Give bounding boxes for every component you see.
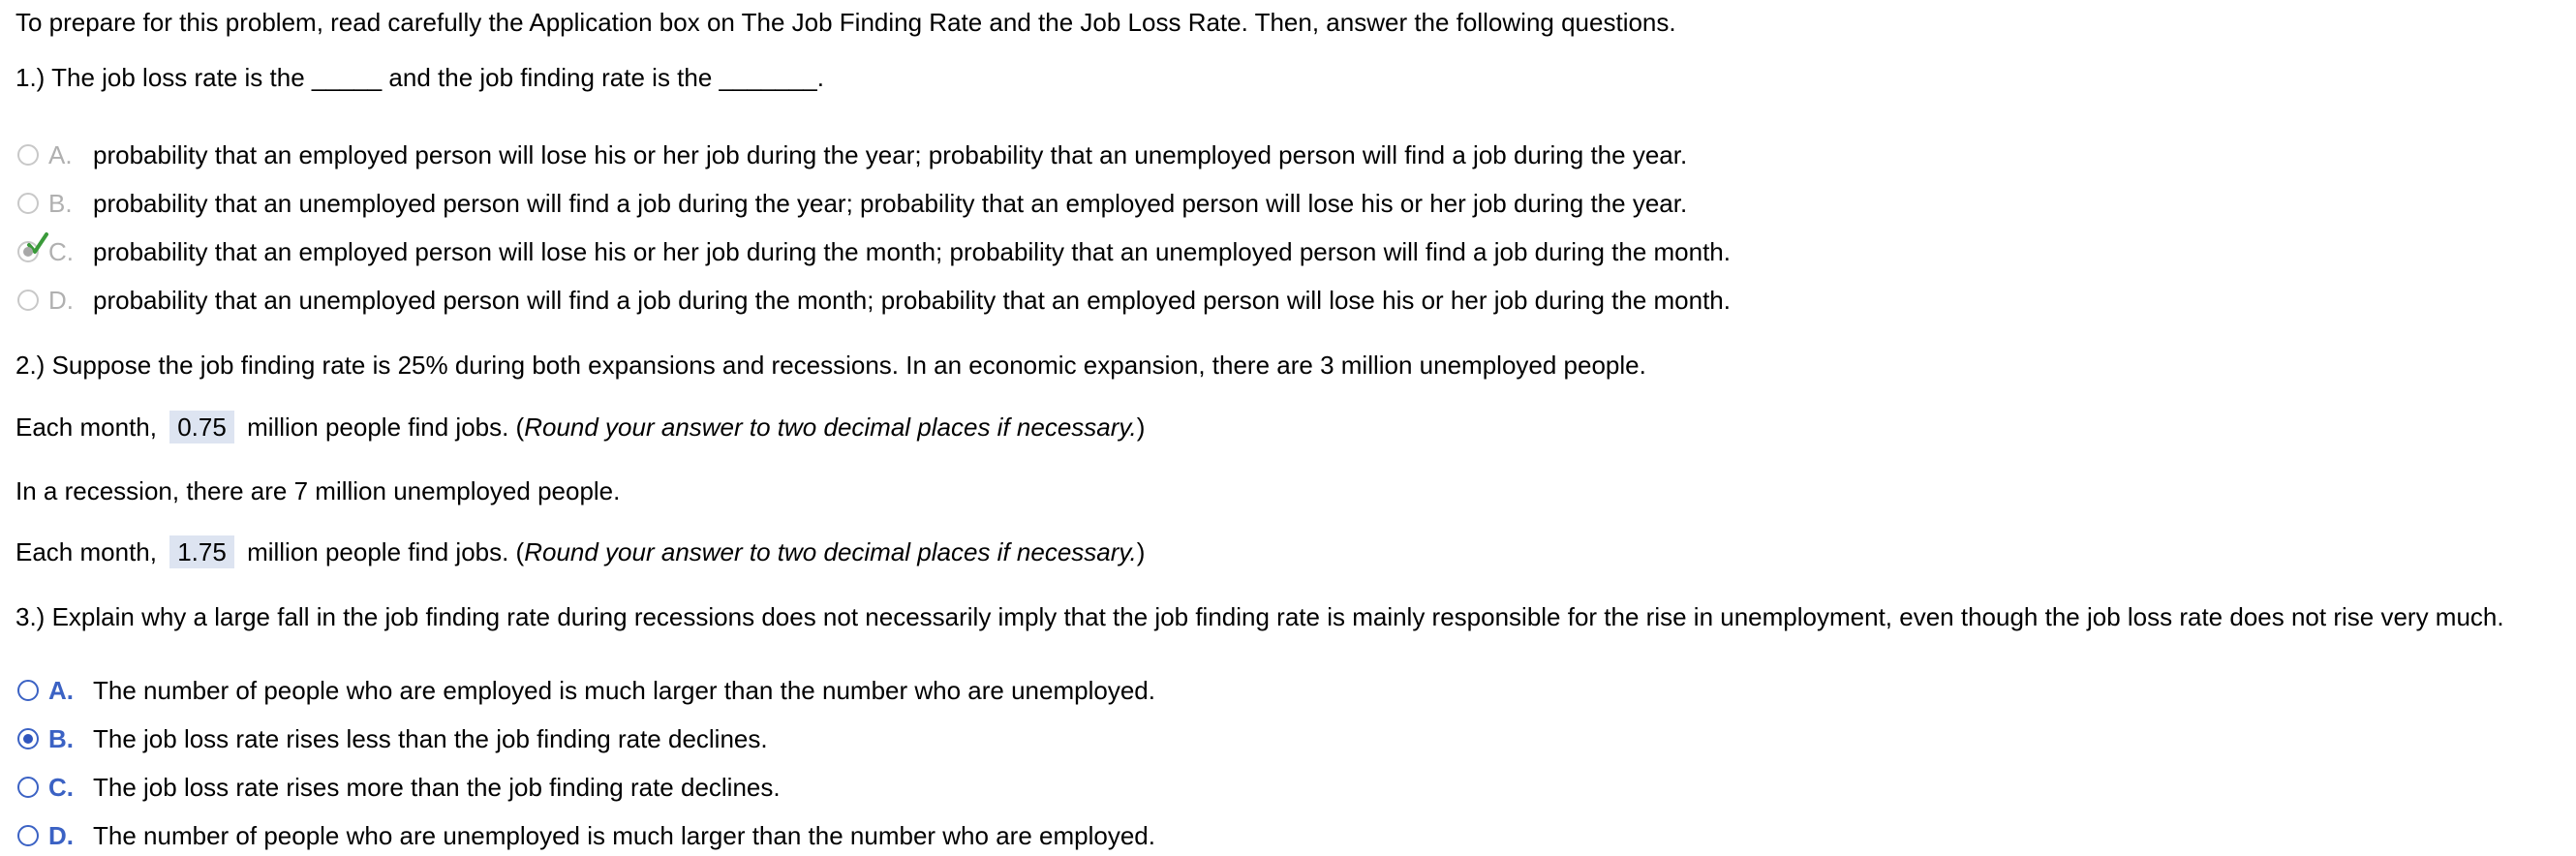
q3-option-c-letter: C.: [48, 772, 74, 802]
q3-option-a-text: The number of people who are employed is much larger than the number who are unemployed.: [93, 675, 1155, 705]
q3-option-a-letter: A.: [48, 675, 74, 705]
q3-option-c[interactable]: [17, 771, 781, 804]
q1-option-b-text: probability that an unemployed person will find a job during the year; probability that an employed person will lose his or her job during the year.: [93, 188, 1688, 218]
q3-radio-a[interactable]: [17, 680, 39, 701]
q3-option-d-text: The number of people who are unemployed is much larger than the number who are employed.: [93, 820, 1155, 850]
q1-option-d-letter: D.: [48, 285, 74, 315]
q1-option-a-letter: A.: [48, 139, 73, 169]
q1-option-b: [17, 187, 1687, 220]
q2-close-1: ): [1136, 413, 1146, 442]
q2-line-2: [15, 535, 1145, 568]
q1-option-c-text: probability that an employed person will lose his or her job during the month; probability that an unemployed person will find a job during the month.: [93, 236, 1731, 266]
question-2-prompt: 2.) Suppose the job finding rate is 25% during both expansions and recessions. In an economic expansion, there are 3 million unemployed people.: [15, 351, 1646, 380]
q3-option-b-letter: B.: [48, 723, 74, 753]
q2-answer-1-field[interactable]: 0.75: [169, 411, 234, 443]
q2-recession-text: In a recession, there are 7 million unemployed people.: [15, 476, 621, 505]
question-3-prompt: 3.) Explain why a large fall in the job finding rate during recessions does not necessarily imply that the job finding rate is mainly responsible for the rise in unemployment, even though the job loss rate does not rise very much.: [15, 602, 2504, 631]
q3-option-d-letter: D.: [48, 820, 74, 850]
q1-radio-a: [17, 144, 39, 166]
check-mark-icon: [27, 231, 48, 257]
q2-answer-2-field[interactable]: 1.75: [169, 535, 234, 568]
q1-option-b-letter: B.: [48, 188, 73, 218]
q1-option-a-text: probability that an employed person will lose his or her job during the year; probability that an unemployed person will find a job during the year.: [93, 139, 1688, 169]
q1-radio-c: [17, 241, 39, 262]
q2-hint-2: Round your answer to two decimal places if necessary.: [524, 537, 1137, 566]
q1-option-c: [17, 235, 1731, 268]
q1-option-a: [17, 138, 1687, 171]
q1-option-c-letter: C.: [48, 236, 74, 266]
q1-radio-d: [17, 290, 39, 311]
q3-option-b[interactable]: [17, 722, 768, 755]
q1-option-d-text: probability that an unemployed person will find a job during the month; probability that an employed person will lose his or her job during the month.: [93, 285, 1731, 315]
q2-line-1-post: million people find jobs. (: [247, 413, 525, 442]
q2-hint-1: Round your answer to two decimal places if necessary.: [524, 413, 1137, 442]
q2-line-1-pre: Each month,: [15, 413, 157, 442]
q2-line-1: [15, 411, 1145, 443]
q3-option-b-text: The job loss rate rises less than the job finding rate declines.: [93, 723, 768, 753]
q2-line-2-pre: Each month,: [15, 537, 157, 566]
q2-line-2-post: million people find jobs. (: [247, 537, 525, 566]
question-1-prompt: 1.) The job loss rate is the _____ and the job finding rate is the _______.: [15, 63, 824, 92]
q2-close-2: ): [1136, 537, 1146, 566]
q3-option-c-text: The job loss rate rises more than the job finding rate declines.: [93, 772, 781, 802]
q3-radio-b[interactable]: [17, 728, 39, 749]
q3-option-d[interactable]: [17, 819, 1155, 852]
intro-text: To prepare for this problem, read carefully the Application box on The Job Finding Rate and the Job Loss Rate. Then, answer the following questions.: [15, 8, 1676, 37]
q3-radio-c[interactable]: [17, 777, 39, 798]
q3-option-a[interactable]: [17, 674, 1155, 707]
q1-option-d: [17, 284, 1731, 317]
q1-radio-b: [17, 193, 39, 214]
q3-radio-d[interactable]: [17, 825, 39, 846]
